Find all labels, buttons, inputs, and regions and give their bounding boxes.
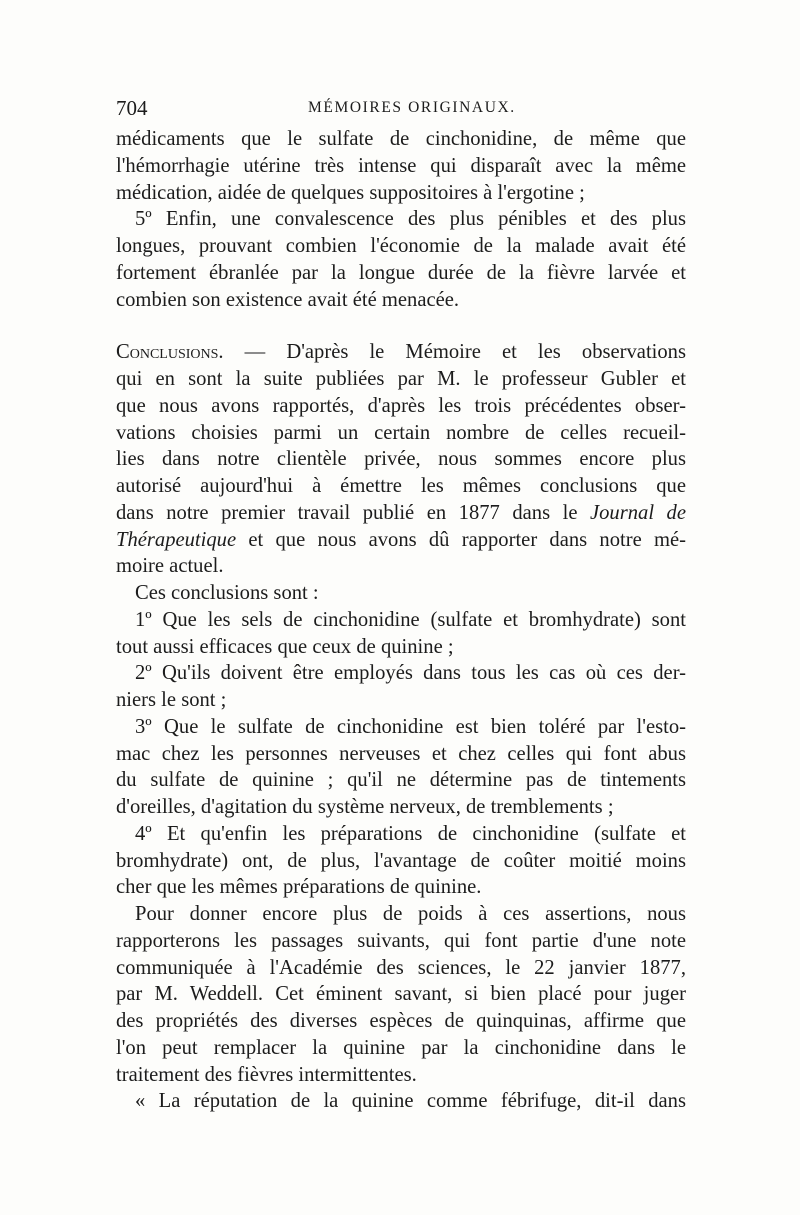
paragraph-continuation	[116, 126, 686, 206]
running-title: MÉMOIRES ORIGINAUX.	[308, 99, 516, 116]
journal-title: Thérapeutique	[116, 528, 237, 551]
text-line: mac chez les personnes nerveuses et chez celles qui font abus	[116, 742, 686, 765]
paragraph-weddell	[116, 901, 686, 1088]
conclusions-heading: Conclusions. —	[116, 341, 266, 364]
text-line: bromhydrate) ont, de plus, l'avantage de coûter moitié moins	[116, 849, 686, 872]
text-line: rapporterons les passages suivants, qui font partie d'une note	[116, 929, 686, 952]
text-run: dans notre premier travail publié en 1877 dans le	[116, 501, 590, 524]
conclusion-item-4	[116, 821, 686, 901]
page-header	[116, 96, 686, 128]
text-line: longues, prouvant combien l'économie de la malade avait été	[116, 235, 686, 257]
text-line: moire actuel.	[116, 555, 224, 578]
text-line: traitement des fièvres intermittentes.	[116, 1063, 417, 1086]
text-line: 5º Enfin, une convalescence des plus pénibles et des plus	[135, 208, 686, 231]
text-line	[116, 500, 686, 527]
text-line	[116, 339, 686, 366]
text-line: combien son existence avait été menacée.	[116, 288, 460, 311]
text-line: niers le sont ;	[116, 689, 227, 711]
text-line: 3º Que le sulfate de cinchonidine est bien toléré par l'esto-	[135, 715, 686, 738]
text-line: qui en sont la suite publiées par M. le professeur Gubler et	[116, 368, 686, 390]
text-line: d'oreilles, d'agitation du système nerveux, de tremblements ;	[116, 796, 614, 818]
text-line: « La réputation de la quinine comme fébrifuge, dit-il dans	[135, 1090, 686, 1113]
journal-title: Journal de	[589, 501, 686, 524]
paragraph-intro	[116, 580, 686, 607]
text-line: lies dans notre clientèle privée, nous sommes encore plus	[116, 448, 686, 471]
text-line: l'hémorrhagie utérine très intense qui disparaît avec la même	[116, 154, 686, 177]
body-text	[116, 126, 686, 1115]
text-line: que nous avons rapportés, d'après les trois précédentes obser-	[116, 394, 686, 417]
text-line: autorisé aujourd'hui à émettre les mêmes conclusions que	[116, 475, 686, 497]
text-line: fortement ébranlée par la longue durée de la fièvre larvée et	[116, 261, 686, 284]
text-line: médication, aidée de quelques suppositoires à l'ergotine ;	[116, 181, 585, 204]
page-number: 704	[116, 96, 148, 120]
text-line: Ces conclusions sont :	[135, 582, 319, 604]
text-line: cher que les mêmes préparations de quinine.	[116, 876, 482, 899]
text-line: du sulfate de quinine ; qu'il ne détermine pas de tintements	[116, 769, 686, 792]
text-line: l'on peut remplacer la quinine par la cinchonidine dans le	[116, 1036, 686, 1059]
text-line: vations choisies parmi un certain nombre de celles recueil-	[116, 421, 686, 444]
text-line: médicaments que le sulfate de cinchonidine, de même que	[116, 128, 686, 150]
paragraph-quote	[116, 1088, 686, 1115]
text-line: des propriétés des diverses espèces de quinquinas, affirme que	[116, 1010, 686, 1032]
text-line	[116, 527, 686, 554]
text-line: par M. Weddell. Cet éminent savant, si bien placé pour juger	[116, 983, 686, 1006]
conclusion-item-1	[116, 607, 686, 661]
paragraph-point-5	[116, 206, 686, 313]
text-line: Pour donner encore plus de poids à ces assertions, nous	[135, 903, 686, 925]
conclusion-item-2	[116, 660, 686, 714]
text-run: et que nous avons dû rapporter dans notre mé-	[236, 528, 686, 551]
text-run: D'après le Mémoire et les observations	[265, 341, 686, 364]
text-line: tout aussi efficaces que ceux de quinine ;	[116, 635, 454, 658]
paragraph-gap	[116, 313, 686, 339]
text-line: 1º Que les sels de cinchonidine (sulfate et bromhydrate) sont	[135, 608, 686, 631]
conclusion-item-3	[116, 714, 686, 821]
text-line: 4º Et qu'enfin les préparations de cinchonidine (sulfate et	[135, 822, 686, 845]
text-line: communiquée à l'Académie des sciences, le 22 janvier 1877,	[116, 956, 686, 979]
paragraph-conclusions	[116, 339, 686, 580]
text-line: 2º Qu'ils doivent être employés dans tous les cas où ces der-	[135, 662, 686, 685]
